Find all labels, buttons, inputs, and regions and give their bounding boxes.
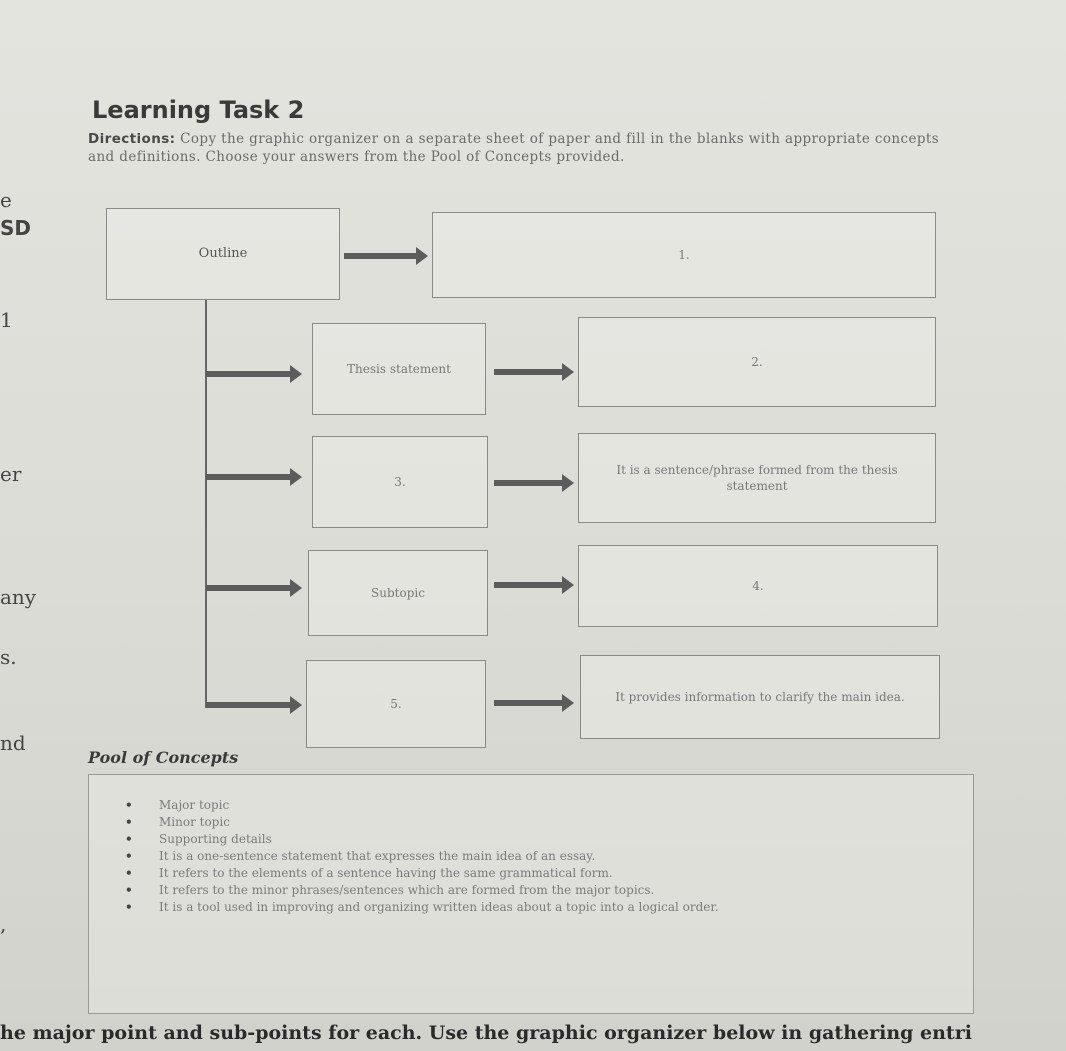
subtopic-box: Subtopic	[308, 550, 488, 636]
arrow-right-icon	[494, 480, 564, 486]
bullet-icon: •	[125, 815, 133, 829]
directions-text: Copy the graphic organizer on a separate sheet of paper and fill in the blanks with appropriate concepts and definitions. Choose your answers from the Pool of Concepts provided.	[88, 131, 940, 165]
pool-of-concepts-title: Pool of Concepts	[88, 748, 239, 767]
bullet-icon: •	[125, 900, 133, 914]
margin-fragment: ,	[0, 912, 7, 936]
arrow-right-icon	[206, 585, 292, 591]
pool-list	[89, 775, 973, 916]
arrow-right-icon	[206, 702, 292, 708]
directions-label: Directions:	[88, 131, 176, 147]
footer-text: he major point and sub-points for each. Use the graphic organizer below in gathering entri	[0, 1022, 972, 1044]
margin-fragment: nd	[0, 731, 26, 755]
bullet-icon: •	[125, 849, 133, 863]
definition-box: It is a sentence/phrase formed from the thesis statement	[578, 433, 936, 523]
answer-box-1: 1.	[432, 212, 936, 298]
list-item: • It is a tool used in improving and organizing written ideas about a topic into a logical order.	[125, 900, 719, 914]
bullet-icon: •	[125, 883, 133, 897]
arrow-right-icon	[494, 582, 564, 588]
margin-fragment: s.	[0, 645, 17, 669]
answer-box-3: 3.	[312, 436, 488, 528]
arrow-right-icon	[344, 253, 418, 259]
margin-fragment: e	[0, 188, 12, 212]
outline-box: Outline	[106, 208, 340, 300]
arrow-right-icon	[206, 371, 292, 377]
directions-paragraph	[88, 130, 968, 166]
thesis-statement-box: Thesis statement	[312, 323, 486, 415]
list-item: • Major topic	[125, 798, 230, 812]
pool-of-concepts-box	[88, 774, 974, 1014]
task-title: Learning Task 2	[92, 96, 305, 124]
bullet-icon: •	[125, 798, 133, 812]
definition-box: It provides information to clarify the main idea.	[580, 655, 940, 739]
list-item: • It refers to the minor phrases/sentences which are formed from the major topics.	[125, 883, 655, 897]
arrow-right-icon	[206, 474, 292, 480]
connector-line	[205, 300, 207, 708]
list-item: • It is a one-sentence statement that expresses the main idea of an essay.	[125, 849, 596, 863]
answer-box-2: 2.	[578, 317, 936, 407]
margin-fragment: er	[0, 462, 22, 486]
list-item: • It refers to the elements of a sentence having the same grammatical form.	[125, 866, 613, 880]
list-item: • Supporting details	[125, 832, 272, 846]
bullet-icon: •	[125, 866, 133, 880]
arrow-right-icon	[494, 369, 564, 375]
arrow-right-icon	[494, 700, 564, 706]
answer-box-5: 5.	[306, 660, 486, 748]
margin-fragment: SD	[0, 216, 32, 240]
margin-fragment: 1	[0, 308, 13, 332]
list-item: • Minor topic	[125, 815, 230, 829]
answer-box-4: 4.	[578, 545, 938, 627]
bullet-icon: •	[125, 832, 133, 846]
margin-fragment: any	[0, 585, 37, 609]
